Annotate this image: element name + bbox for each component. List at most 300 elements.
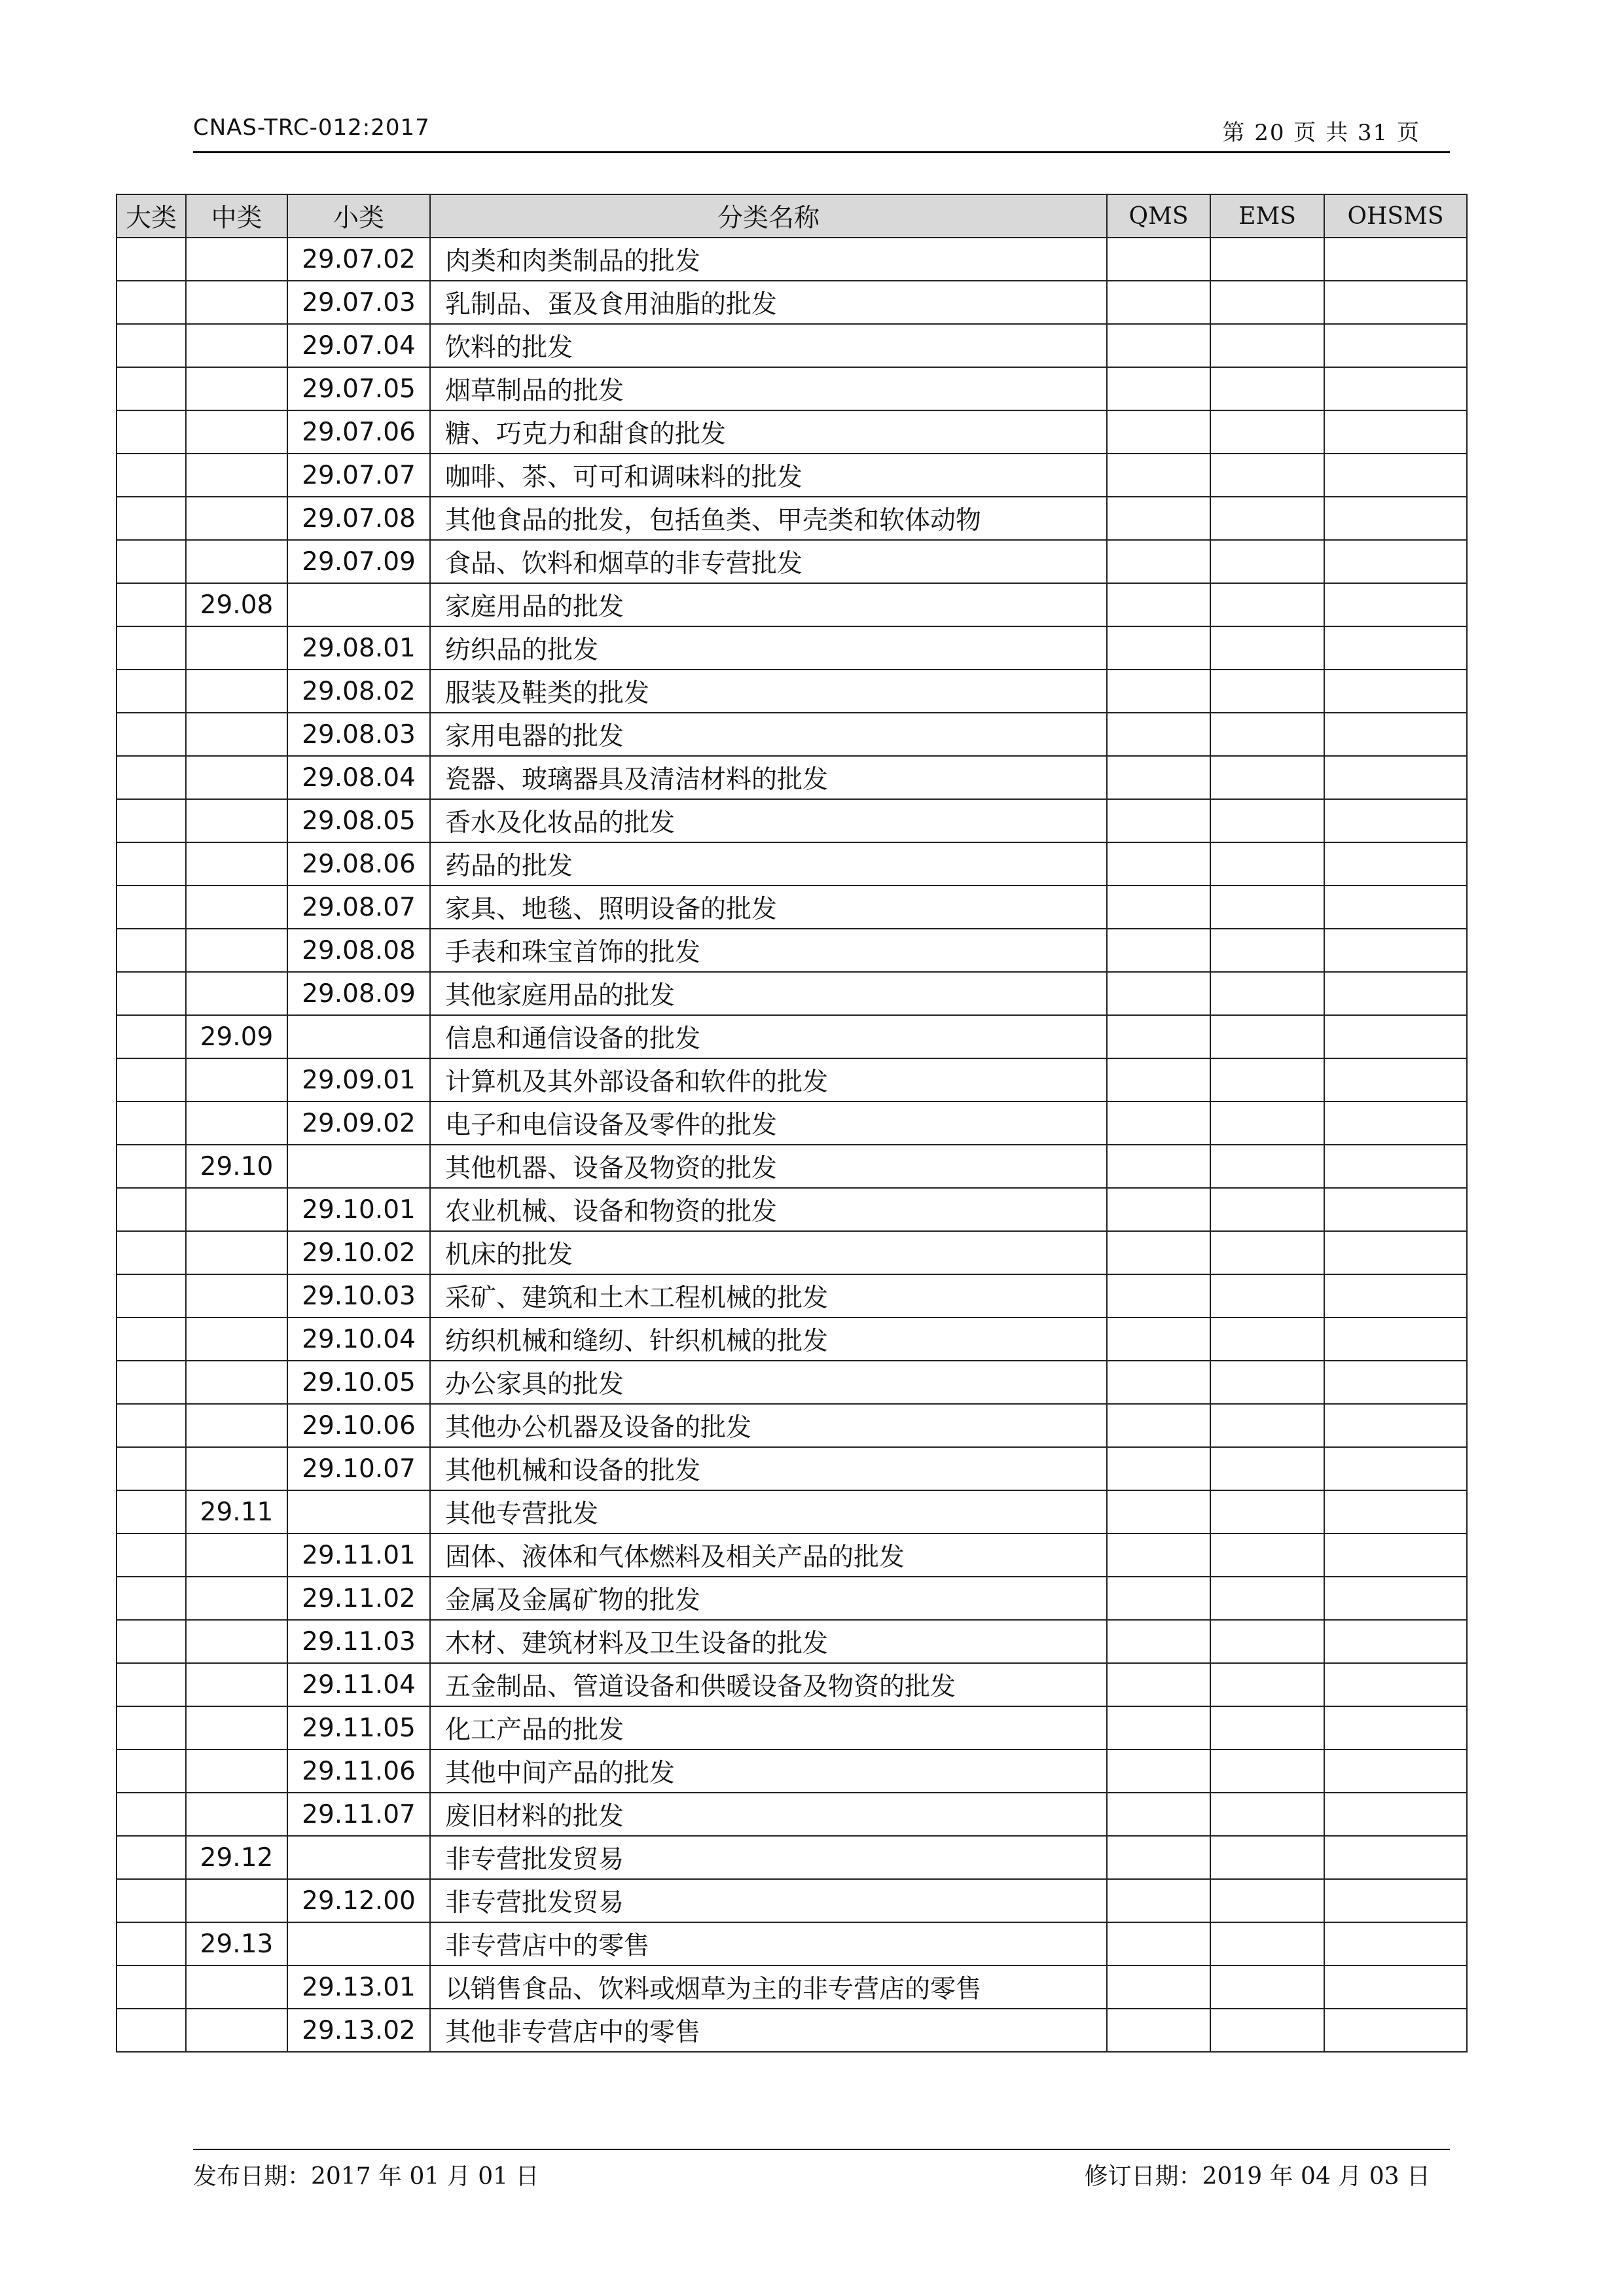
cell-major bbox=[117, 886, 186, 929]
cell-ohsms bbox=[1324, 1102, 1467, 1145]
table-row bbox=[117, 1749, 1467, 1793]
cell-ohsms bbox=[1324, 281, 1467, 324]
cell-ohsms bbox=[1324, 1404, 1467, 1447]
cell-minor: 29.10.06 bbox=[287, 1404, 430, 1447]
cell-major bbox=[117, 1879, 186, 1922]
cell-ems bbox=[1210, 410, 1324, 454]
cell-major bbox=[117, 799, 186, 842]
cell-name: 非专营批发贸易 bbox=[430, 1879, 1107, 1922]
cell-name: 家庭用品的批发 bbox=[430, 583, 1107, 626]
table-row bbox=[117, 1361, 1467, 1404]
cell-qms bbox=[1107, 1145, 1210, 1188]
cell-qms bbox=[1107, 1318, 1210, 1361]
cell-ems bbox=[1210, 1102, 1324, 1145]
cell-qms bbox=[1107, 1274, 1210, 1318]
cell-qms bbox=[1107, 670, 1210, 713]
cell-middle bbox=[186, 1361, 287, 1404]
cell-ohsms bbox=[1324, 1879, 1467, 1922]
cell-ohsms bbox=[1324, 1922, 1467, 1965]
table-row bbox=[117, 367, 1467, 410]
cell-name: 机床的批发 bbox=[430, 1231, 1107, 1274]
cell-name: 五金制品、管道设备和供暖设备及物资的批发 bbox=[430, 1663, 1107, 1706]
cell-name: 肉类和肉类制品的批发 bbox=[430, 238, 1107, 281]
cell-middle bbox=[186, 1274, 287, 1318]
cell-major bbox=[117, 1188, 186, 1231]
cell-qms bbox=[1107, 1534, 1210, 1577]
cell-ems bbox=[1210, 1188, 1324, 1231]
cell-name: 家具、地毯、照明设备的批发 bbox=[430, 886, 1107, 929]
cell-qms bbox=[1107, 454, 1210, 497]
cell-ems bbox=[1210, 1361, 1324, 1404]
cell-middle bbox=[186, 842, 287, 886]
cell-middle bbox=[186, 2009, 287, 2052]
cell-ohsms bbox=[1324, 1836, 1467, 1879]
cell-qms bbox=[1107, 886, 1210, 929]
table-row bbox=[117, 842, 1467, 886]
page-indicator: 第 20 页 共 31 页 bbox=[1222, 120, 1420, 146]
column-header-middle: 中类 bbox=[186, 194, 287, 238]
table-row bbox=[117, 497, 1467, 540]
cell-minor: 29.11.05 bbox=[287, 1706, 430, 1749]
cell-ems bbox=[1210, 1058, 1324, 1102]
cell-middle bbox=[186, 886, 287, 929]
cell-name: 手表和珠宝首饰的批发 bbox=[430, 929, 1107, 972]
cell-ems bbox=[1210, 799, 1324, 842]
cell-qms bbox=[1107, 1620, 1210, 1663]
cell-minor: 29.07.03 bbox=[287, 281, 430, 324]
cell-major bbox=[117, 324, 186, 367]
cell-ohsms bbox=[1324, 1231, 1467, 1274]
cell-major bbox=[117, 1490, 186, 1534]
cell-major bbox=[117, 2009, 186, 2052]
cell-ohsms bbox=[1324, 1145, 1467, 1188]
table-row bbox=[117, 238, 1467, 281]
cell-ohsms bbox=[1324, 497, 1467, 540]
cell-middle bbox=[186, 540, 287, 583]
cell-qms bbox=[1107, 842, 1210, 886]
cell-ohsms bbox=[1324, 886, 1467, 929]
cell-middle bbox=[186, 670, 287, 713]
cell-minor bbox=[287, 1145, 430, 1188]
page-footer bbox=[193, 2149, 1450, 2189]
table-row bbox=[117, 929, 1467, 972]
cell-major bbox=[117, 1102, 186, 1145]
cell-minor: 29.07.09 bbox=[287, 540, 430, 583]
cell-qms bbox=[1107, 1663, 1210, 1706]
cell-ems bbox=[1210, 238, 1324, 281]
cell-name: 其他机械和设备的批发 bbox=[430, 1447, 1107, 1490]
cell-middle bbox=[186, 1188, 287, 1231]
cell-ems bbox=[1210, 497, 1324, 540]
cell-minor: 29.07.02 bbox=[287, 238, 430, 281]
table-row bbox=[117, 1015, 1467, 1058]
table-row bbox=[117, 670, 1467, 713]
cell-middle: 29.10 bbox=[186, 1145, 287, 1188]
table-row bbox=[117, 1404, 1467, 1447]
cell-middle bbox=[186, 799, 287, 842]
table-row bbox=[117, 1965, 1467, 2009]
cell-middle: 29.09 bbox=[186, 1015, 287, 1058]
table-row bbox=[117, 1188, 1467, 1231]
cell-major bbox=[117, 1706, 186, 1749]
table-row bbox=[117, 756, 1467, 799]
cell-ohsms bbox=[1324, 1058, 1467, 1102]
cell-ohsms bbox=[1324, 1447, 1467, 1490]
cell-ems bbox=[1210, 1793, 1324, 1836]
cell-ems bbox=[1210, 367, 1324, 410]
cell-name: 饮料的批发 bbox=[430, 324, 1107, 367]
page-header bbox=[193, 115, 1450, 153]
cell-ohsms bbox=[1324, 756, 1467, 799]
cell-name: 非专营店中的零售 bbox=[430, 1922, 1107, 1965]
cell-ems bbox=[1210, 281, 1324, 324]
column-header-name: 分类名称 bbox=[430, 194, 1107, 238]
cell-ems bbox=[1210, 756, 1324, 799]
cell-name: 糖、巧克力和甜食的批发 bbox=[430, 410, 1107, 454]
column-header-major: 大类 bbox=[117, 194, 186, 238]
document-code: CNAS-TRC-012:2017 bbox=[193, 115, 430, 141]
cell-qms bbox=[1107, 324, 1210, 367]
cell-ems bbox=[1210, 972, 1324, 1015]
cell-name: 计算机及其外部设备和软件的批发 bbox=[430, 1058, 1107, 1102]
cell-name: 其他食品的批发，包括鱼类、甲壳类和软体动物 bbox=[430, 497, 1107, 540]
table-row bbox=[117, 799, 1467, 842]
cell-minor: 29.10.04 bbox=[287, 1318, 430, 1361]
column-header-ohsms: OHSMS bbox=[1324, 194, 1467, 238]
cell-ems bbox=[1210, 670, 1324, 713]
cell-major bbox=[117, 1749, 186, 1793]
cell-ohsms bbox=[1324, 670, 1467, 713]
cell-minor bbox=[287, 1922, 430, 1965]
cell-name: 烟草制品的批发 bbox=[430, 367, 1107, 410]
cell-ohsms bbox=[1324, 972, 1467, 1015]
cell-ems bbox=[1210, 713, 1324, 756]
cell-qms bbox=[1107, 1577, 1210, 1620]
cell-ems bbox=[1210, 1490, 1324, 1534]
cell-ems bbox=[1210, 324, 1324, 367]
cell-qms bbox=[1107, 1836, 1210, 1879]
cell-ems bbox=[1210, 1404, 1324, 1447]
table-row bbox=[117, 1922, 1467, 1965]
cell-ems bbox=[1210, 1879, 1324, 1922]
table-row bbox=[117, 1274, 1467, 1318]
cell-ohsms bbox=[1324, 1663, 1467, 1706]
cell-ohsms bbox=[1324, 454, 1467, 497]
cell-middle bbox=[186, 972, 287, 1015]
cell-ems bbox=[1210, 1706, 1324, 1749]
cell-major bbox=[117, 1318, 186, 1361]
table-row bbox=[117, 410, 1467, 454]
cell-ems bbox=[1210, 540, 1324, 583]
cell-middle bbox=[186, 1404, 287, 1447]
cell-middle bbox=[186, 238, 287, 281]
cell-middle bbox=[186, 1793, 287, 1836]
cell-minor: 29.08.08 bbox=[287, 929, 430, 972]
cell-name: 电子和电信设备及零件的批发 bbox=[430, 1102, 1107, 1145]
cell-minor: 29.11.03 bbox=[287, 1620, 430, 1663]
cell-middle bbox=[186, 929, 287, 972]
cell-major bbox=[117, 1015, 186, 1058]
table-row bbox=[117, 1058, 1467, 1102]
cell-qms bbox=[1107, 1965, 1210, 2009]
cell-middle: 29.11 bbox=[186, 1490, 287, 1534]
cell-minor: 29.11.07 bbox=[287, 1793, 430, 1836]
table-row bbox=[117, 1447, 1467, 1490]
cell-ems bbox=[1210, 1231, 1324, 1274]
cell-name: 废旧材料的批发 bbox=[430, 1793, 1107, 1836]
cell-minor: 29.10.07 bbox=[287, 1447, 430, 1490]
cell-major bbox=[117, 1274, 186, 1318]
cell-qms bbox=[1107, 756, 1210, 799]
cell-qms bbox=[1107, 1231, 1210, 1274]
table-row bbox=[117, 540, 1467, 583]
cell-ohsms bbox=[1324, 1188, 1467, 1231]
cell-ems bbox=[1210, 1534, 1324, 1577]
cell-ohsms bbox=[1324, 842, 1467, 886]
cell-ems bbox=[1210, 454, 1324, 497]
cell-ohsms bbox=[1324, 1793, 1467, 1836]
cell-qms bbox=[1107, 1879, 1210, 1922]
cell-middle: 29.13 bbox=[186, 1922, 287, 1965]
cell-major bbox=[117, 1836, 186, 1879]
cell-minor: 29.08.04 bbox=[287, 756, 430, 799]
cell-major bbox=[117, 497, 186, 540]
cell-minor: 29.08.03 bbox=[287, 713, 430, 756]
cell-qms bbox=[1107, 1447, 1210, 1490]
cell-minor: 29.07.07 bbox=[287, 454, 430, 497]
cell-ohsms bbox=[1324, 1577, 1467, 1620]
classification-table bbox=[116, 194, 1468, 2053]
cell-minor bbox=[287, 1836, 430, 1879]
table-row bbox=[117, 1879, 1467, 1922]
cell-middle bbox=[186, 367, 287, 410]
cell-ems bbox=[1210, 1749, 1324, 1793]
cell-major bbox=[117, 1404, 186, 1447]
table-row bbox=[117, 1490, 1467, 1534]
cell-qms bbox=[1107, 1404, 1210, 1447]
cell-ems bbox=[1210, 1274, 1324, 1318]
cell-ems bbox=[1210, 842, 1324, 886]
cell-name: 纺织机械和缝纫、针织机械的批发 bbox=[430, 1318, 1107, 1361]
cell-qms bbox=[1107, 1058, 1210, 1102]
table-row bbox=[117, 281, 1467, 324]
cell-qms bbox=[1107, 713, 1210, 756]
cell-major bbox=[117, 1965, 186, 2009]
cell-ems bbox=[1210, 1620, 1324, 1663]
cell-qms bbox=[1107, 1188, 1210, 1231]
cell-name: 其他机器、设备及物资的批发 bbox=[430, 1145, 1107, 1188]
cell-major bbox=[117, 367, 186, 410]
table-row bbox=[117, 2009, 1467, 2052]
cell-major bbox=[117, 1145, 186, 1188]
cell-middle bbox=[186, 281, 287, 324]
cell-minor bbox=[287, 1490, 430, 1534]
cell-name: 食品、饮料和烟草的非专营批发 bbox=[430, 540, 1107, 583]
cell-minor: 29.12.00 bbox=[287, 1879, 430, 1922]
cell-qms bbox=[1107, 1749, 1210, 1793]
cell-name: 其他家庭用品的批发 bbox=[430, 972, 1107, 1015]
cell-middle bbox=[186, 1231, 287, 1274]
cell-ems bbox=[1210, 1145, 1324, 1188]
cell-qms bbox=[1107, 1706, 1210, 1749]
cell-middle bbox=[186, 1663, 287, 1706]
cell-name: 以销售食品、饮料或烟草为主的非专营店的零售 bbox=[430, 1965, 1107, 2009]
table-row bbox=[117, 1102, 1467, 1145]
cell-ohsms bbox=[1324, 1274, 1467, 1318]
cell-qms bbox=[1107, 367, 1210, 410]
cell-minor bbox=[287, 583, 430, 626]
cell-name: 服装及鞋类的批发 bbox=[430, 670, 1107, 713]
cell-minor: 29.10.03 bbox=[287, 1274, 430, 1318]
column-header-qms: QMS bbox=[1107, 194, 1210, 238]
cell-ohsms bbox=[1324, 1361, 1467, 1404]
cell-middle bbox=[186, 1102, 287, 1145]
cell-ems bbox=[1210, 929, 1324, 972]
cell-major bbox=[117, 1058, 186, 1102]
table-header-row bbox=[117, 194, 1467, 238]
cell-middle bbox=[186, 756, 287, 799]
cell-middle bbox=[186, 1318, 287, 1361]
cell-major bbox=[117, 756, 186, 799]
cell-qms bbox=[1107, 972, 1210, 1015]
cell-qms bbox=[1107, 1361, 1210, 1404]
cell-minor: 29.10.01 bbox=[287, 1188, 430, 1231]
cell-ems bbox=[1210, 2009, 1324, 2052]
cell-major bbox=[117, 1922, 186, 1965]
table-row bbox=[117, 1793, 1467, 1836]
cell-ems bbox=[1210, 1922, 1324, 1965]
cell-major bbox=[117, 1534, 186, 1577]
cell-name: 固体、液体和气体燃料及相关产品的批发 bbox=[430, 1534, 1107, 1577]
cell-major bbox=[117, 1663, 186, 1706]
cell-minor: 29.08.09 bbox=[287, 972, 430, 1015]
cell-ohsms bbox=[1324, 1749, 1467, 1793]
cell-minor: 29.08.05 bbox=[287, 799, 430, 842]
cell-ems bbox=[1210, 1663, 1324, 1706]
table-row bbox=[117, 1318, 1467, 1361]
cell-ems bbox=[1210, 886, 1324, 929]
cell-major bbox=[117, 1361, 186, 1404]
cell-qms bbox=[1107, 2009, 1210, 2052]
cell-name: 采矿、建筑和土木工程机械的批发 bbox=[430, 1274, 1107, 1318]
column-header-ems: EMS bbox=[1210, 194, 1324, 238]
cell-minor: 29.07.06 bbox=[287, 410, 430, 454]
cell-major bbox=[117, 929, 186, 972]
cell-qms bbox=[1107, 583, 1210, 626]
cell-major bbox=[117, 842, 186, 886]
cell-middle bbox=[186, 324, 287, 367]
cell-major bbox=[117, 410, 186, 454]
table-row bbox=[117, 972, 1467, 1015]
cell-name: 纺织品的批发 bbox=[430, 626, 1107, 670]
table-row bbox=[117, 1663, 1467, 1706]
cell-minor: 29.08.07 bbox=[287, 886, 430, 929]
cell-name: 金属及金属矿物的批发 bbox=[430, 1577, 1107, 1620]
cell-name: 信息和通信设备的批发 bbox=[430, 1015, 1107, 1058]
table-row bbox=[117, 1577, 1467, 1620]
cell-minor: 29.09.01 bbox=[287, 1058, 430, 1102]
cell-ohsms bbox=[1324, 540, 1467, 583]
cell-minor: 29.10.05 bbox=[287, 1361, 430, 1404]
cell-major bbox=[117, 670, 186, 713]
cell-middle: 29.08 bbox=[186, 583, 287, 626]
cell-middle bbox=[186, 1965, 287, 2009]
cell-minor: 29.07.08 bbox=[287, 497, 430, 540]
cell-qms bbox=[1107, 497, 1210, 540]
cell-minor: 29.07.04 bbox=[287, 324, 430, 367]
cell-name: 化工产品的批发 bbox=[430, 1706, 1107, 1749]
table-row bbox=[117, 626, 1467, 670]
table-row bbox=[117, 583, 1467, 626]
cell-ohsms bbox=[1324, 1706, 1467, 1749]
cell-name: 其他非专营店中的零售 bbox=[430, 2009, 1107, 2052]
cell-name: 其他中间产品的批发 bbox=[430, 1749, 1107, 1793]
table-body bbox=[117, 238, 1467, 2052]
cell-qms bbox=[1107, 238, 1210, 281]
cell-middle: 29.12 bbox=[186, 1836, 287, 1879]
cell-name: 瓷器、玻璃器具及清洁材料的批发 bbox=[430, 756, 1107, 799]
cell-name: 办公家具的批发 bbox=[430, 1361, 1107, 1404]
cell-major bbox=[117, 972, 186, 1015]
issue-date: 发布日期：2017 年 01 月 01 日 bbox=[193, 2163, 539, 2190]
cell-middle bbox=[186, 1534, 287, 1577]
cell-minor: 29.13.02 bbox=[287, 2009, 430, 2052]
table-row bbox=[117, 454, 1467, 497]
cell-minor: 29.11.06 bbox=[287, 1749, 430, 1793]
cell-qms bbox=[1107, 1015, 1210, 1058]
cell-minor: 29.08.01 bbox=[287, 626, 430, 670]
cell-middle bbox=[186, 1749, 287, 1793]
cell-middle bbox=[186, 1620, 287, 1663]
cell-qms bbox=[1107, 1102, 1210, 1145]
cell-qms bbox=[1107, 1793, 1210, 1836]
cell-ohsms bbox=[1324, 1490, 1467, 1534]
cell-ems bbox=[1210, 1318, 1324, 1361]
table-row bbox=[117, 886, 1467, 929]
cell-ohsms bbox=[1324, 713, 1467, 756]
cell-middle bbox=[186, 1706, 287, 1749]
cell-minor: 29.08.02 bbox=[287, 670, 430, 713]
cell-ohsms bbox=[1324, 410, 1467, 454]
cell-ohsms bbox=[1324, 929, 1467, 972]
cell-middle bbox=[186, 454, 287, 497]
table-row bbox=[117, 1534, 1467, 1577]
cell-name: 非专营批发贸易 bbox=[430, 1836, 1107, 1879]
cell-qms bbox=[1107, 1490, 1210, 1534]
cell-ohsms bbox=[1324, 238, 1467, 281]
cell-ems bbox=[1210, 626, 1324, 670]
cell-ohsms bbox=[1324, 1965, 1467, 2009]
table-row bbox=[117, 1145, 1467, 1188]
cell-qms bbox=[1107, 799, 1210, 842]
cell-middle bbox=[186, 1058, 287, 1102]
cell-name: 咖啡、茶、可可和调味料的批发 bbox=[430, 454, 1107, 497]
cell-name: 药品的批发 bbox=[430, 842, 1107, 886]
cell-major bbox=[117, 238, 186, 281]
cell-ems bbox=[1210, 1577, 1324, 1620]
cell-ohsms bbox=[1324, 367, 1467, 410]
cell-qms bbox=[1107, 281, 1210, 324]
cell-middle bbox=[186, 1447, 287, 1490]
cell-major bbox=[117, 1793, 186, 1836]
cell-ems bbox=[1210, 1965, 1324, 2009]
cell-ems bbox=[1210, 1447, 1324, 1490]
cell-minor bbox=[287, 1015, 430, 1058]
table-row bbox=[117, 1231, 1467, 1274]
cell-minor: 29.10.02 bbox=[287, 1231, 430, 1274]
cell-name: 其他专营批发 bbox=[430, 1490, 1107, 1534]
cell-major bbox=[117, 626, 186, 670]
